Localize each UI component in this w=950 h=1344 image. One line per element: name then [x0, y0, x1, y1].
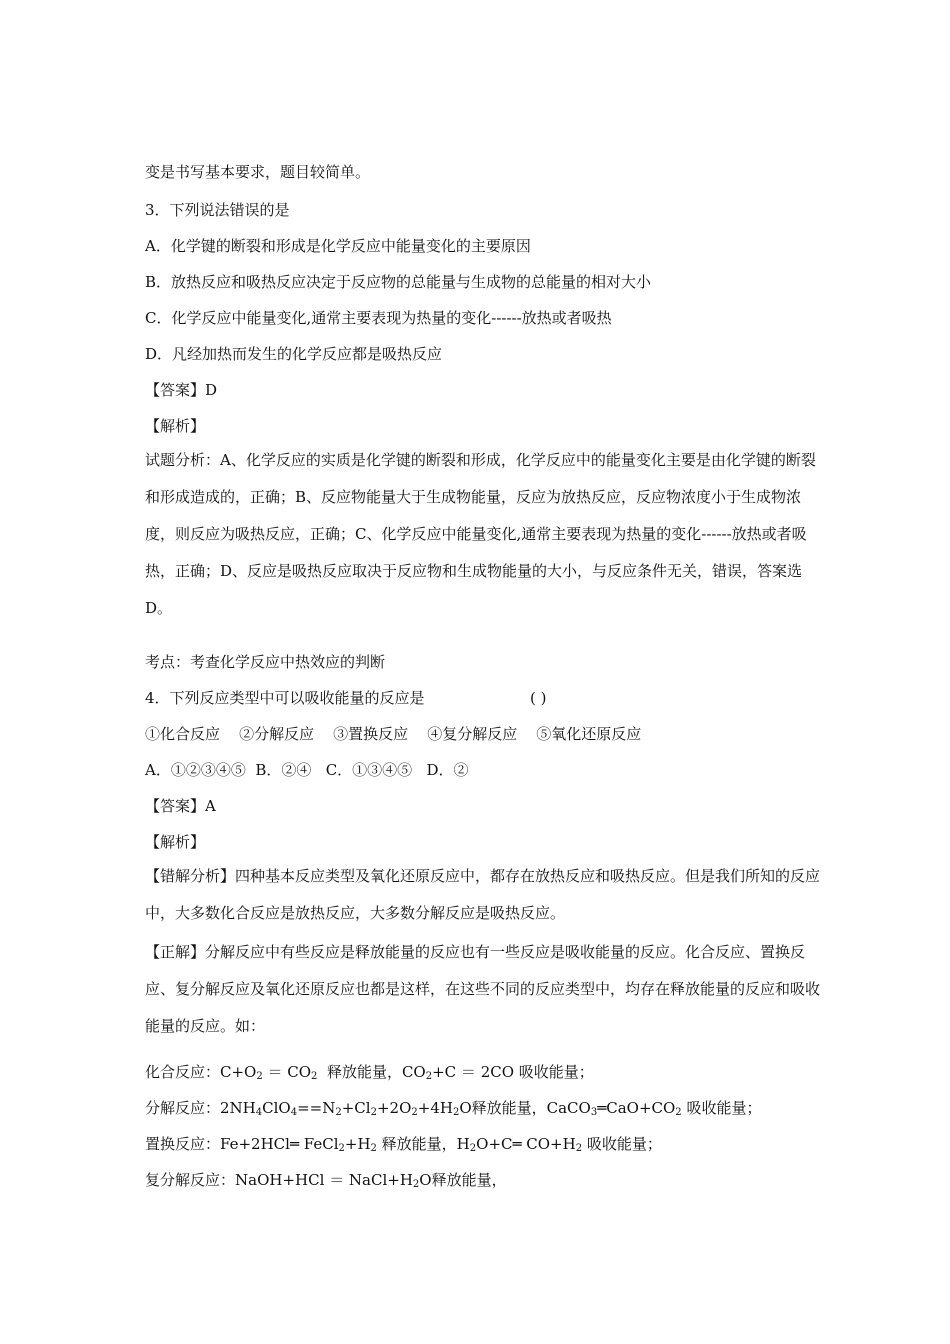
q4-stem-blank: ( ) — [530, 689, 547, 707]
subscript: 4 — [255, 1107, 263, 1118]
equation-text: +H — [344, 1135, 371, 1153]
equation-text: 吸收能量； — [681, 1099, 762, 1117]
q3-option-a: A．化学键的断裂和形成是化学反应中能量变化的主要原因 — [145, 237, 531, 255]
equation-text: O释放能量， — [419, 1171, 507, 1189]
q4-error-analysis: 【错解分析】四种基本反应类型及氧化还原反应中，都存在放热反应和吸热反应。但是我们所知的反应中，大多数化合反应是放热反应，大多数分解反应是吸热反应。 — [145, 867, 821, 922]
equation-text: +2O — [376, 1099, 412, 1117]
subscript: 2 — [335, 1107, 342, 1118]
q3-answer: 【答案】D — [145, 381, 218, 399]
subscript: 4 — [290, 1107, 298, 1118]
subscript: 2 — [256, 1071, 263, 1082]
equation-text: O+C═ CO+H — [476, 1135, 576, 1153]
subscript: 2 — [425, 1071, 433, 1082]
equation-text: 2NH — [220, 1099, 256, 1117]
q4-stem: 4．下列反应类型中可以吸收能量的反应是 — [145, 689, 425, 707]
q3-option-d: D．凡经加热而发生的化学反应都是吸热反应 — [145, 345, 443, 363]
equation-text: C+O — [220, 1063, 257, 1081]
equation-text: +C ＝ 2CO 吸收能量； — [432, 1063, 594, 1081]
q3-option-c: C．化学反应中能量变化,通常主要表现为热量的变化------放热或者吸热 — [145, 309, 612, 327]
equation-text: O释放能量，CaCO — [459, 1099, 591, 1117]
q4-answer: 【答案】A — [145, 797, 216, 815]
example-decomposition — [145, 1098, 825, 1123]
q3-kaodian: 考点：考查化学反应中热效应的判断 — [145, 653, 386, 671]
q4-correct-analysis: 【正解】分解反应中有些反应是释放能量的反应也有一些反应是吸收能量的反应。化合反应、置换反应、复分解反应及氧化还原反应也都是这样，在这些不同的反应类型中，均存在释放能量的反应和吸收能量的反应。如： — [145, 943, 821, 1035]
equation-text: 吸收能量； — [582, 1135, 662, 1153]
subscript: 2 — [675, 1107, 682, 1118]
subscript: 2 — [575, 1143, 583, 1154]
example-label: 化合反应： — [145, 1063, 221, 1081]
example-label: 复分解反应： — [145, 1171, 236, 1189]
q4-analysis-heading: 【解析】 — [145, 833, 206, 851]
subscript: 2 — [411, 1107, 418, 1118]
q3-analysis-text: 试题分析：A、化学反应的实质是化学键的断裂和形成，化学反应中的能量变化主要是由化学键的断裂和形成造成的，正确；B、反应物能量大于生成物能量，反应为放热反应，反应物浓度小于生成物浓度，则反应为吸热反应，正确；C、化学反应中能量变化,通常主要表现为热量的变化------放热或者吸热，正确；D、反应是吸热反应取决于反应物和生成物能量的大小，与反应条件无关，错误，答案选D。 — [145, 451, 816, 617]
q4-reaction-types: ①化合反应 ②分解反应 ③置换反应 ④复分解反应 ⑤氧化还原反应 — [145, 725, 642, 743]
equation-text: ═CaO+CO — [597, 1099, 676, 1117]
equation-text: Fe+2HCl═ FeCl — [220, 1135, 339, 1153]
subscript: 2 — [370, 1143, 377, 1154]
example-double-decomposition — [145, 1170, 825, 1195]
subscript: 2 — [311, 1071, 318, 1082]
equation-text: ==N — [297, 1099, 336, 1117]
q3-stem: 3．下列说法错误的是 — [145, 201, 290, 219]
equation-text: 释放能量，H — [376, 1135, 470, 1153]
example-label: 分解反应： — [145, 1099, 221, 1117]
equation-text: NaOH+HCl ＝ NaCl+H — [235, 1171, 413, 1189]
equation-text: ＝ CO — [262, 1063, 312, 1081]
example-label: 置换反应： — [145, 1135, 221, 1153]
subscript: 2 — [370, 1107, 377, 1118]
subscript: 2 — [452, 1107, 460, 1118]
q3-option-b: B．放热反应和吸热反应决定于反应物的总能量与生成物的总能量的相对大小 — [145, 273, 652, 291]
subscript: 2 — [412, 1179, 420, 1190]
example-combination — [145, 1062, 825, 1087]
equation-text: 释放能量，CO — [317, 1063, 426, 1081]
q4-stem-line — [145, 688, 825, 708]
q4-options: A．①②③④⑤ B．②④ C．①③④⑤ D．② — [145, 761, 469, 779]
equation-text: +Cl — [341, 1099, 371, 1117]
subscript: 3 — [590, 1107, 598, 1118]
equation-text: +4H — [417, 1099, 453, 1117]
example-replacement — [145, 1134, 825, 1159]
q3-analysis-heading: 【解析】 — [145, 417, 206, 435]
subscript: 2 — [469, 1143, 477, 1154]
q2-conclusion: 变是书写基本要求，题目较简单。 — [145, 163, 371, 181]
subscript: 2 — [338, 1143, 345, 1154]
equation-text: ClO — [262, 1099, 291, 1117]
